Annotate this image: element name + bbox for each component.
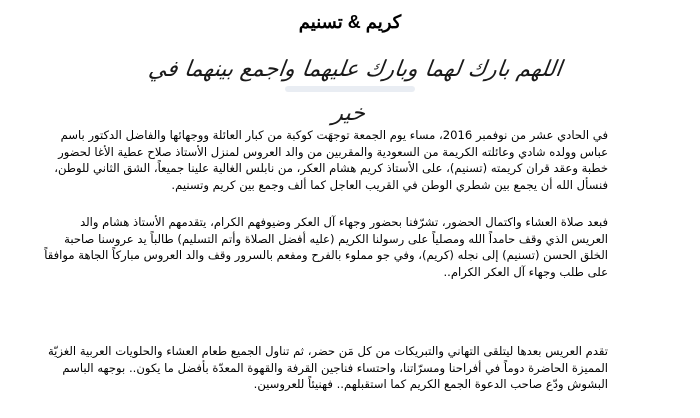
paragraph-line: البشوش ودّع صاحب الدعوة الجمع الكريم كما استقبلهم.. فهنيئاً للعروسين.: [253, 377, 608, 392]
paragraph-line: المميزة الحاضرة دوماً في أفراحنا ومسرّاتنا، واحتساء فناجين القرفة والقهوة المعدّة بأفضل ما يكون.. بوجهه الباسم: [62, 360, 608, 375]
paragraph-line: على طلب وجهاء آل العكر الكرام..: [443, 264, 608, 279]
paragraph-line: فنسأل الله أن يجمع بين شطري الوطن في القريب العاجل كما ألف وجمع بين كريم وتسنيم.: [171, 177, 608, 192]
paragraph-line: عباس وولده شادي وعائلته الكريمة من السعودية والمقربين من والد العروس لمنزل الأستاذ صلاح عطية الأغا لحضور: [58, 144, 608, 159]
paragraph-line: الخلق الحسن (تسنيم) إلى نجله (كريم)، وفي جو مملوء بالفرح ومفعم بالسرور وقف والد العروس مباركاً الجاهة موافقاً: [44, 248, 608, 263]
prayer-calligraphy: اللهم بارك لهما وبارك عليهما واجمع بينهما في خير: [146, 57, 564, 126]
paragraph-line: فبعد صلاة العشاء واكتمال الحضور، تشرّفنا بحضور وجهاء آل العكر وضيوفهم الكرام، يتقدمهم الأستاذ هشام والد: [80, 215, 608, 229]
paragraph-line: العريس الذي وقف حامداً الله ومصلياً على رسولنا الكريم (عليه أفضل الصلاة وأتم التسليم) طالباً يد عروسنا صاحبة: [64, 231, 608, 246]
paragraph-line: خطبة وعقد قران كريمته (تسنيم)، على الأستاذ كريم هشام العكر، من نابلس الغالية علينا جميعاً، الشق الثاني للوطن،: [54, 161, 608, 176]
page-title: كريم & تسنيم: [298, 12, 402, 32]
calligraphy-watermark: [285, 86, 415, 92]
paragraph-ceremony: [44, 214, 608, 280]
paragraph-celebration: [47, 343, 608, 393]
paragraph-engagement-intro: [54, 127, 608, 193]
paragraph-line: في الحادي عشر من نوفمبر 2016، مساء يوم الجمعة توجهَت كوكبة من كبار العائلة ووجهائها والفاضل الدكتور باسم: [60, 128, 608, 142]
paragraph-line: تقدم العريس بعدها ليتلقى التهاني والتبريكات من كل مَن حضر، ثم تناول الجميع طعام العشاء والحلويات العربية الغزيّة: [47, 344, 608, 358]
